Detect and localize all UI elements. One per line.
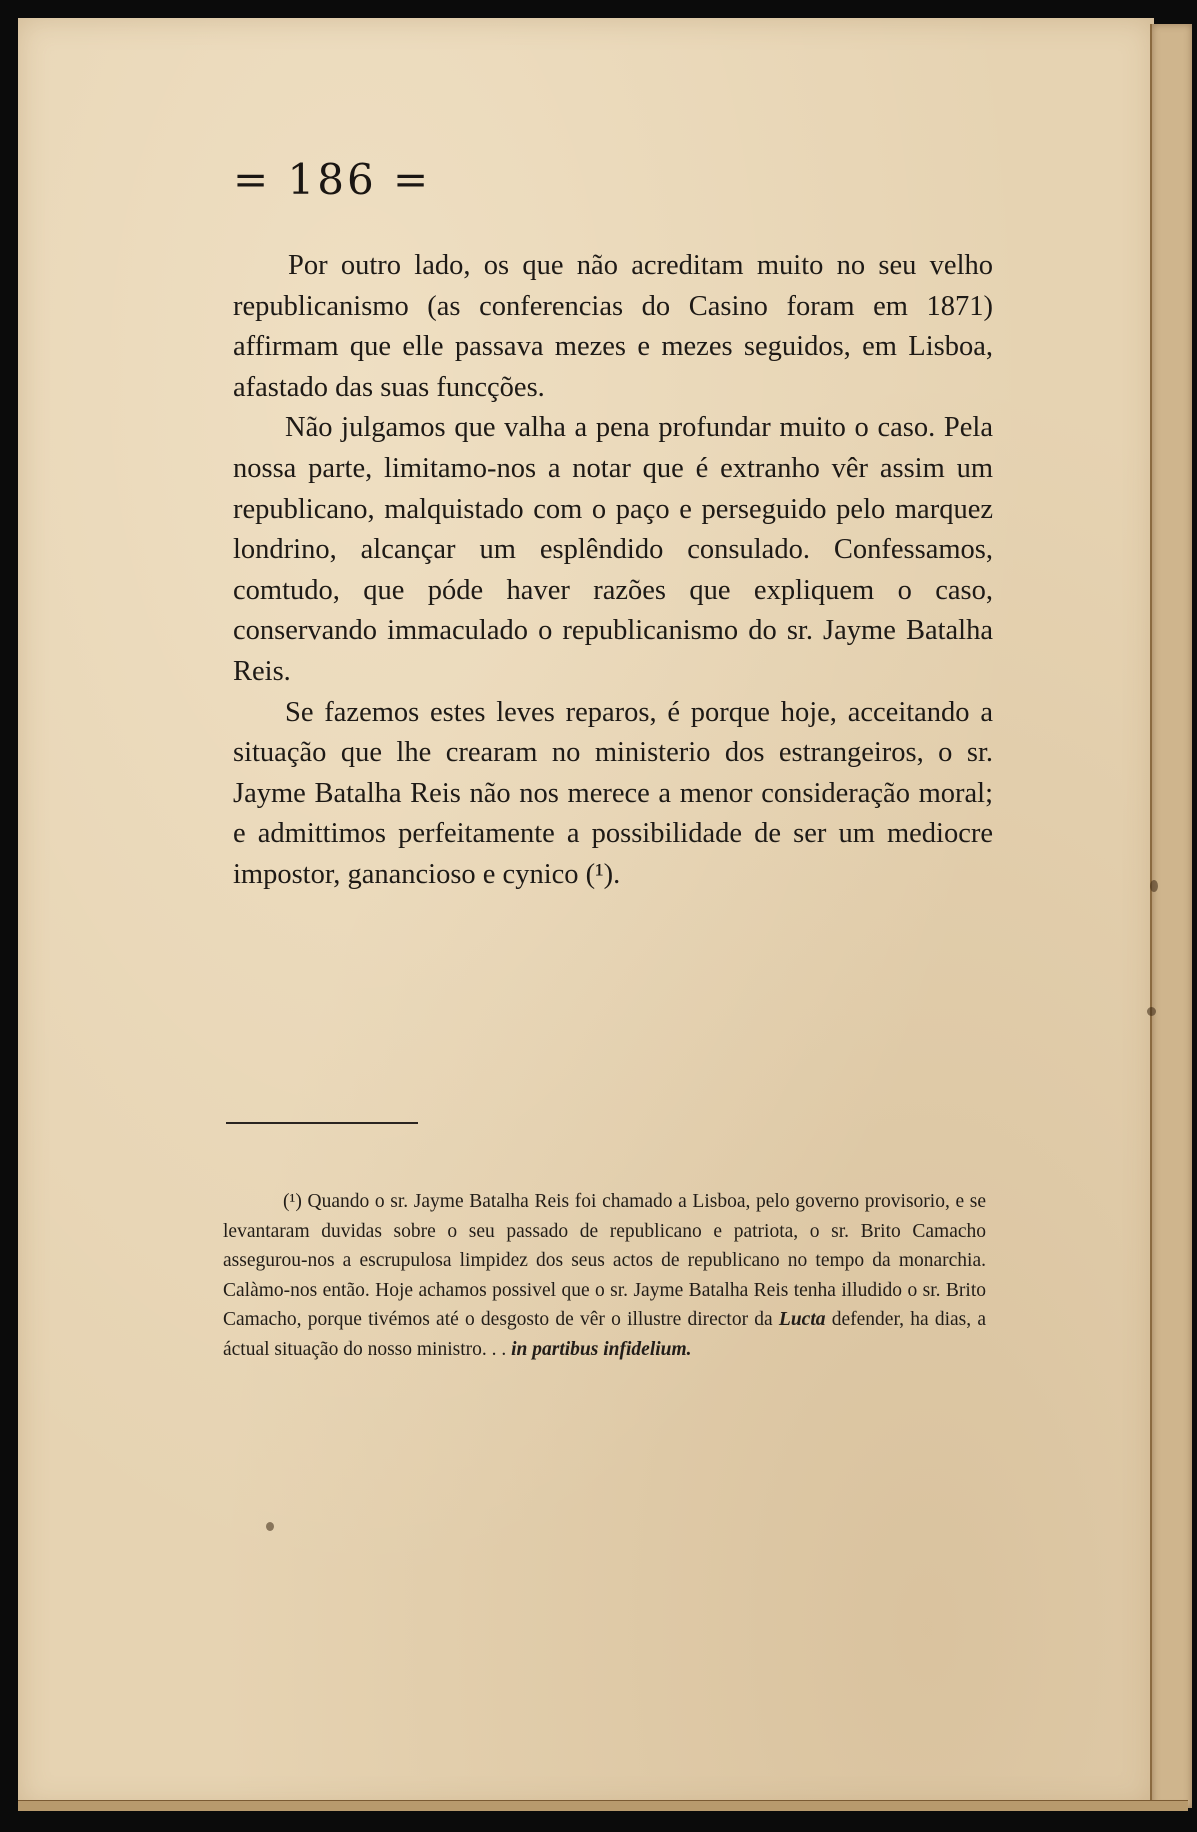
latin-phrase: in partibus infidelium. — [511, 1338, 692, 1360]
underlying-page-edge — [1150, 24, 1192, 1808]
page-number: = 186 = — [233, 155, 432, 204]
footnote-paragraph — [223, 1187, 986, 1364]
main-text — [233, 246, 993, 896]
newspaper-title: Lucta — [778, 1309, 826, 1330]
footnote-marker: (¹) — [283, 1191, 302, 1212]
paragraph: Não julgamos que valha a pena profundar muito o caso. Pela nossa parte, limitamo-nos a notar que é extranho vêr assim um republicano, malquistado com o paço e perseguido pelo marquez londrino, alcançar um esplêndido consulado. Confessamos, comtudo, que póde haver razões que expliquem o caso, conservando immaculado o republicanismo do sr. Jayme Batalha Reis. — [233, 412, 993, 687]
paragraph: Por outro lado, os que não acreditam muito no seu velho republicanismo (as conferencias do Casino foram em 1871) affirmam que elle passava mezes e mezes seguidos, em Lisboa, afastado das suas funcções. — [233, 250, 993, 403]
ink-spot — [266, 1522, 274, 1531]
paragraph: Se fazemos estes leves reparos, é porque hoje, acceitando a situação que lhe crearam no ministerio dos estrangeiros, o sr. Jayme Batalha Reis não nos merece a menor consideração moral; e admittimos perfeitamente a possibilidade de ser um mediocre impostor, ganancioso e cynico (¹). — [233, 696, 993, 890]
ink-spot — [1147, 1007, 1156, 1016]
page-bottom-edge — [18, 1800, 1188, 1811]
footnote — [223, 1187, 986, 1364]
ink-spot — [1150, 880, 1158, 892]
footnote-text: Quando o sr. Jayme Batalha Reis foi chamado a Lisboa, pelo governo provisorio, e se levantaram duvidas sobre o seu passado de republicano e patriota, o sr. Brito Camacho assegurou-nos a escrupulosa limpidez dos seus actos de republicano no tempo da monarchia. Calàmo-nos então. Hoje achamos possivel que o sr. Jayme Batalha Reis tenha illudido o sr. Brito Camacho, porque tivémos até o desgosto de vêr o illustre director da — [223, 1191, 987, 1330]
footnote-text: defender, ha dias, a áctual situação do nosso ministro. . . — [223, 1309, 987, 1360]
footnote-separator — [226, 1122, 418, 1124]
